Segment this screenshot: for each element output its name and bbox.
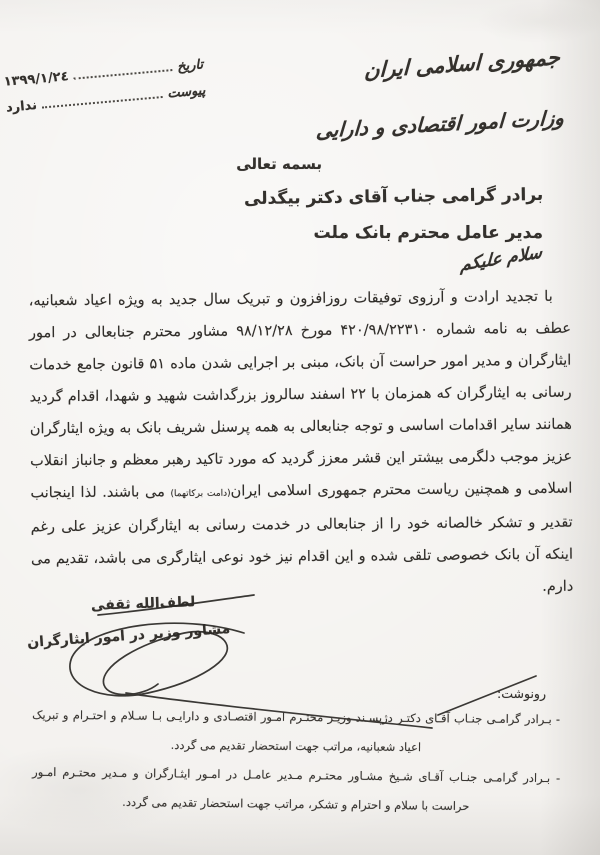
date-row xyxy=(3,57,204,89)
date-attachment-block xyxy=(3,57,207,126)
copy-section-label: رونوشت: xyxy=(497,686,546,701)
besmellah-heading: بسمه تعالی xyxy=(236,155,322,173)
attachment-label: پیوست xyxy=(166,83,206,102)
date-dotted-line xyxy=(74,69,173,80)
country-title: جمهوری اسلامی ایران xyxy=(363,45,561,83)
attachment-dotted-line xyxy=(42,96,163,109)
body-paragraph xyxy=(29,281,574,608)
date-value: ١٣٩٩/١/٢٤ xyxy=(3,69,70,90)
date-label: تاریخ xyxy=(176,57,204,75)
signatory-name: لطف‌الله ثقفی xyxy=(90,594,196,614)
body-text-part1: با تجدید ارادت و آرزوی توفیقات روزافزون و تبریک سال جدید به ویژه اعیاد شعبانیه، عطف به نامه شماره ۴۲۰/۹۸/۲۲۳۱۰ مورخ ۹۸/۱۲/۲۸ مشاور محترم جنابعالی در امور ایثارگران و مدیر امور حراست آن بانک، مبنی بر اجرایی شدن ماده ۵۱ قانون جامع خدمات رسانی به ایثارگران که همزمان با ۲۲ اسفند سالروز بزرگداشت شهید و شهدا، اقدام گردید همانند سایر اقدامات اساسی و توجه جنابعالی به همه پرسنل شریف بانک به ویژه ایثارگران عزیز موجب دلگرمی بیشتر این قشر معزز گردید که مورد تاکید رهبر معظم و جانباز انقلاب اسلامی و همچنین ریاست محترم جمهوری اسلامی ایران xyxy=(28,288,573,500)
recipient-name-line: برادر گرامی جناب آقای دکتر بیگدلی xyxy=(243,184,544,210)
attachment-value: ندارد xyxy=(5,98,38,116)
copy-item-1: - بـرادر گرامـی جنـاب آقـای دکتـر دژپسـند وزیـر محتـرم امـور اقتصـادی و دارایـی بـا سـلام و احتـرام و تبریک اعیاد شعبانیه، مراتب جهت استحضار تقدیم می گردد. xyxy=(32,707,561,755)
signatory-title: مشاور وزیر در امور ایثارگران xyxy=(26,620,231,652)
copy-item-2: - بـرادر گرامـی جنـاب آقـای شـیخ مشـاور محتـرم مـدیر عامـل در امـور ایثـارگران و مـدیر محتـرم امـور حراست با سلام و احترام و تشکر، مراتب جهت استحضار تقدیم می گردد. xyxy=(32,764,561,814)
honorific-note: (دامت برکاتهما) xyxy=(170,488,231,500)
salutation-calligraphy: سلام علیکم xyxy=(459,242,543,276)
ministry-title: وزارت امور اقتصادی و دارایی xyxy=(315,105,565,143)
attachment-row xyxy=(5,83,206,115)
body-text-part2: می باشند. لذا اینجانب تقدیر و تشکر خالصانه خود را از جنابعالی در خدمت رسانی به ایثارگران عزیز علی رغم اینکه آن بانک خصوصی تلقی شده و این اقدام نیز خود نوعی ایثارگری می باشد، تقدیم می دارم. xyxy=(30,484,574,595)
recipient-title-line: مدیر عامل محترم بانک ملت xyxy=(313,223,543,243)
